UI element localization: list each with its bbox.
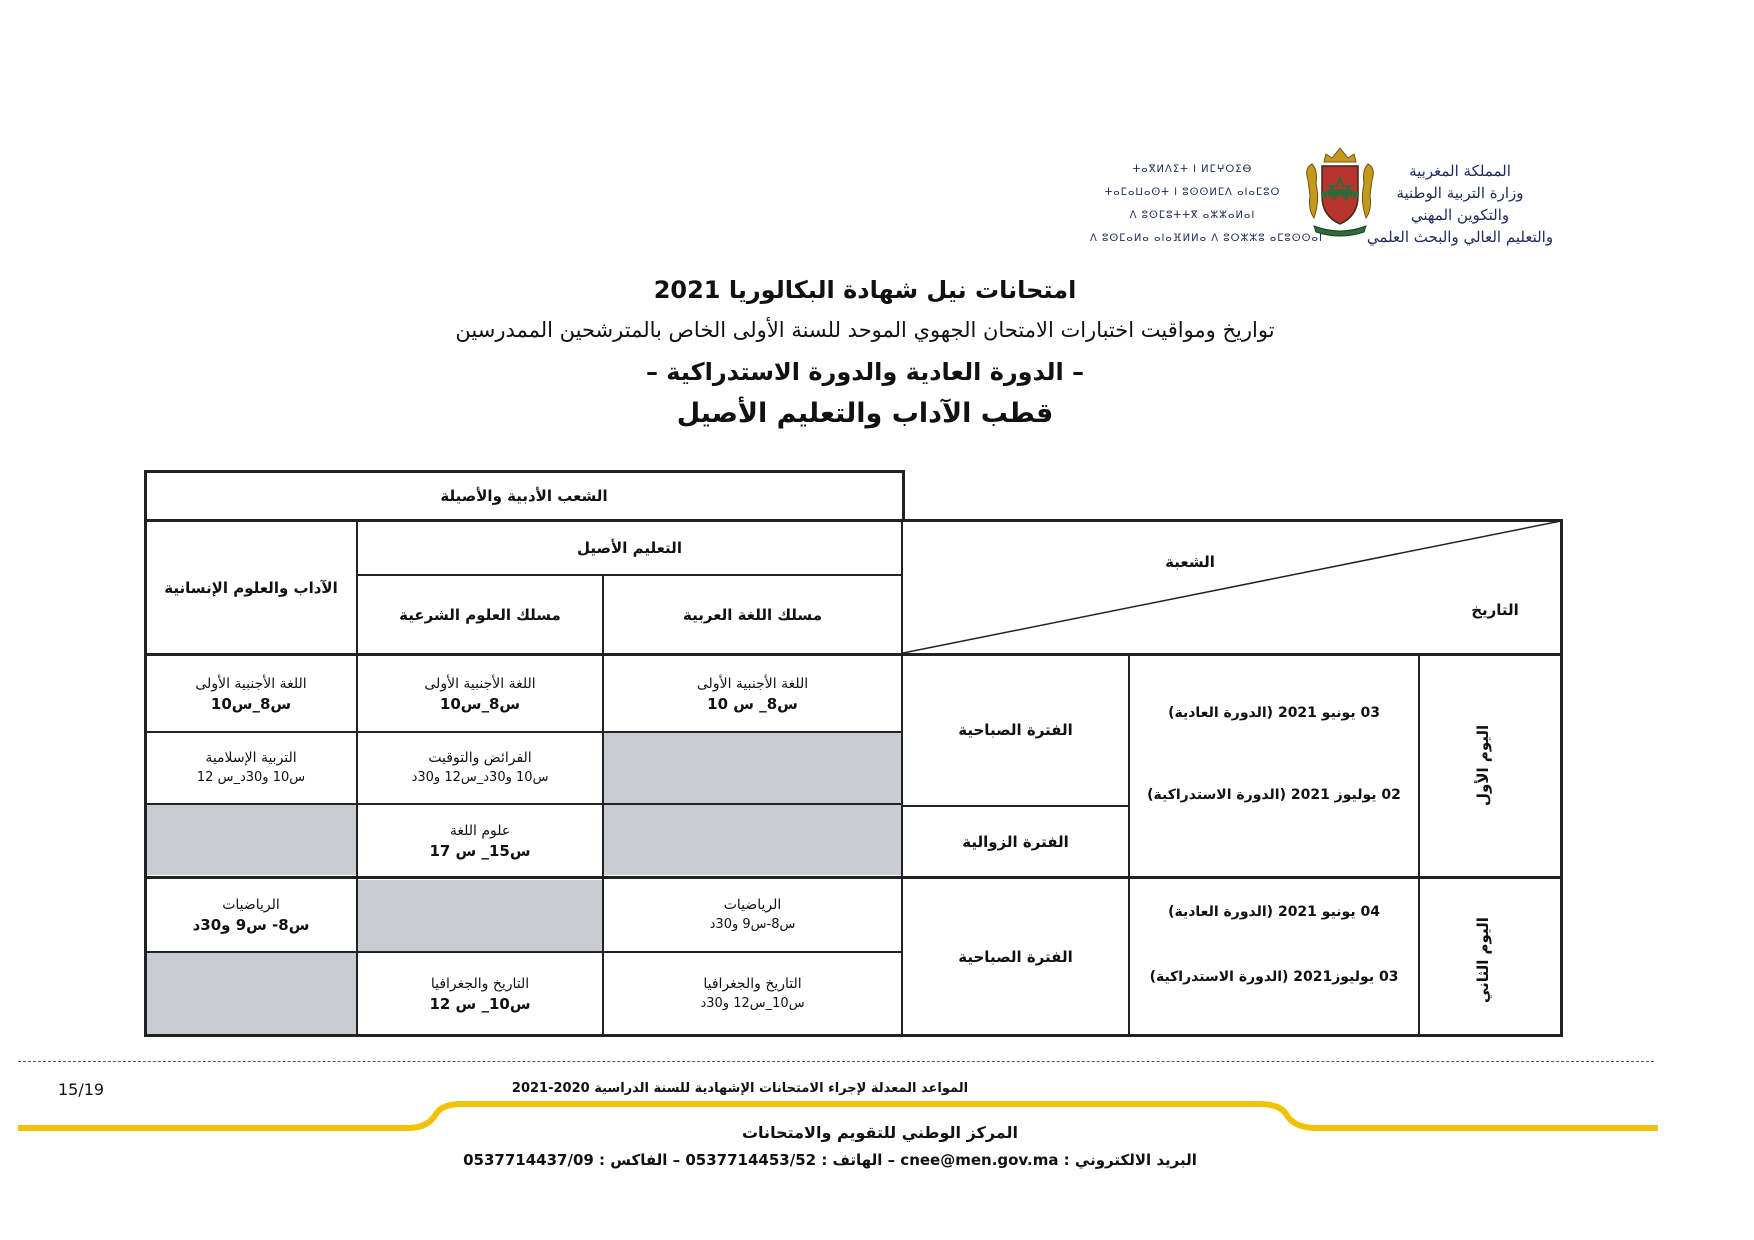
exam-cell	[604, 656, 901, 731]
footer-divider	[18, 1061, 1654, 1062]
session-title: – الدورة العادية والدورة الاستدراكية –	[645, 358, 1085, 386]
empty-cell	[146, 952, 357, 1035]
contact-info: البريد الالكتروني : cnee@men.gov.ma – الهاتف : 0537714453/52 – الفاكس : 0537714437/09	[463, 1151, 1197, 1169]
exam-subject: اللغة الأجنبية الأولى	[424, 675, 536, 692]
ministry-name-tifinagh	[1090, 158, 1323, 250]
letterhead-line: ⴷ ⵓⵙⵎⴰⵍⴰ ⴰⵏⴰⴼⵍⵍⴰ ⴷ ⵓⵔⵣⵣⵓ ⴰⵎⵓⵙⵙⴰⵏ	[1090, 233, 1323, 244]
empty-cell	[603, 732, 901, 804]
letterhead-line: ⵜⴰⵎⴰⵡⴰⵙⵜ ⵏ ⵓⵙⵙⵍⵎⴷ ⴰⵏⴰⵎⵓⵔ	[1104, 187, 1281, 198]
exam-subject: التربية الإسلامية	[205, 750, 297, 766]
exam-cell	[146, 733, 356, 803]
footer-title: المواعد المعدلة لإجراء الامتحانات الإشهادية للسنة الدراسية 2020-2021	[511, 1081, 969, 1096]
period-morning: الفترة الصباحية	[958, 947, 1073, 966]
letterhead-line: وزارة التربية الوطنية	[1396, 184, 1524, 202]
exam-subject: اللغة الأجنبية الأولى	[696, 675, 809, 692]
letterhead-line: والتعليم العالي والبحث العلمي	[1366, 228, 1554, 246]
empty-cell	[357, 880, 603, 952]
date-regular: 03 يونيو 2021 (الدورة العادية)	[1168, 705, 1380, 721]
header-branch: الشعبة	[1165, 553, 1215, 571]
page-number: 15/19	[58, 1080, 105, 1099]
exam-cell	[358, 656, 602, 731]
document-subtitle: تواريخ ومواقيت اختبارات الامتحان الجهوي الموحد للسنة الأولى الخاص بالمترشحين الممدرسين	[455, 318, 1275, 342]
exam-subject: الفرائض والتوقيت	[428, 750, 532, 766]
day-label: اليوم الثاني	[1474, 917, 1492, 1003]
exam-subject: الرياضيات	[222, 897, 280, 913]
letterhead-line: ⵜⴰⴳⵍⴷⵉⵜ ⵏ ⵍⵎⵖⵔⵉⴱ	[1132, 164, 1253, 175]
date-regular: 04 يونيو 2021 (الدورة العادية)	[1168, 904, 1380, 920]
exam-cell	[604, 879, 901, 951]
header-arabic-track: مسلك اللغة العربية	[683, 605, 822, 624]
letterhead-line: المملكة المغربية	[1409, 162, 1511, 180]
exam-subject: الرياضيات	[723, 897, 782, 913]
date-catchup: 02 يوليوز 2021 (الدورة الاستدراكية)	[1147, 787, 1401, 803]
date-catchup: 03 يوليوز2021 (الدورة الاستدراكية)	[1149, 969, 1399, 985]
exam-time: س8_س10	[439, 694, 521, 713]
organization-name: المركز الوطني للتقويم والامتحانات	[741, 1123, 1019, 1142]
pole-title: قطب الآداب والتعليم الأصيل	[676, 398, 1054, 429]
document-title: امتحانات نيل شهادة البكالوريا 2021	[653, 276, 1077, 304]
exam-time: س8- س9 و30د	[192, 916, 310, 934]
exam-time: س8_س10	[210, 694, 292, 713]
letterhead-line: ⴷ ⵓⵙⵎⵓⵜⵜⴳ ⴰⵣⵣⴰⵍⴰⵏ	[1129, 210, 1256, 221]
empty-cell	[146, 804, 357, 875]
exam-subject: علوم اللغة	[449, 822, 511, 839]
header-sharia-track: مسلك العلوم الشرعية	[399, 605, 561, 624]
header-date: التاريخ	[1471, 601, 1519, 619]
header-diagonal	[903, 521, 1561, 654]
exam-time: س10 و30د_س 12	[196, 770, 306, 785]
exam-subject: اللغة الأجنبية الأولى	[195, 675, 307, 692]
day-label: اليوم الأول	[1474, 724, 1492, 806]
empty-cell	[603, 804, 901, 875]
exam-time: س10_ س 12	[429, 994, 531, 1013]
exam-time: س10_س12 و30د	[700, 995, 805, 1011]
exam-time: س8-س9 و30د	[709, 917, 796, 932]
header-original-education: التعليم الأصيل	[577, 539, 682, 557]
letterhead-line: والتكوين المهني	[1410, 206, 1510, 224]
exam-time: س10 و30د_س12 و30د	[411, 770, 549, 785]
exam-subject: التاريخ والجغرافيا	[703, 975, 802, 992]
period-morning: الفترة الصباحية	[958, 721, 1073, 739]
exam-subject: التاريخ والجغرافيا	[430, 975, 530, 992]
exam-time: س8_ س 10	[707, 694, 798, 713]
group-header: الشعب الأدبية والأصيلة	[440, 487, 608, 505]
exam-cell	[604, 953, 901, 1034]
ministry-name-arabic	[1360, 160, 1560, 248]
exam-cell	[358, 953, 602, 1034]
moroccan-coat-of-arms-icon	[1300, 140, 1380, 240]
exam-cell	[358, 733, 602, 803]
period-afternoon: الفترة الزوالية	[962, 832, 1069, 851]
exam-time: س15_ س 17	[429, 841, 531, 860]
exam-cell	[358, 805, 602, 876]
exam-cell	[146, 879, 356, 951]
header-letters-humanities: الآداب والعلوم الإنسانية	[164, 578, 338, 597]
exam-cell	[146, 656, 356, 731]
